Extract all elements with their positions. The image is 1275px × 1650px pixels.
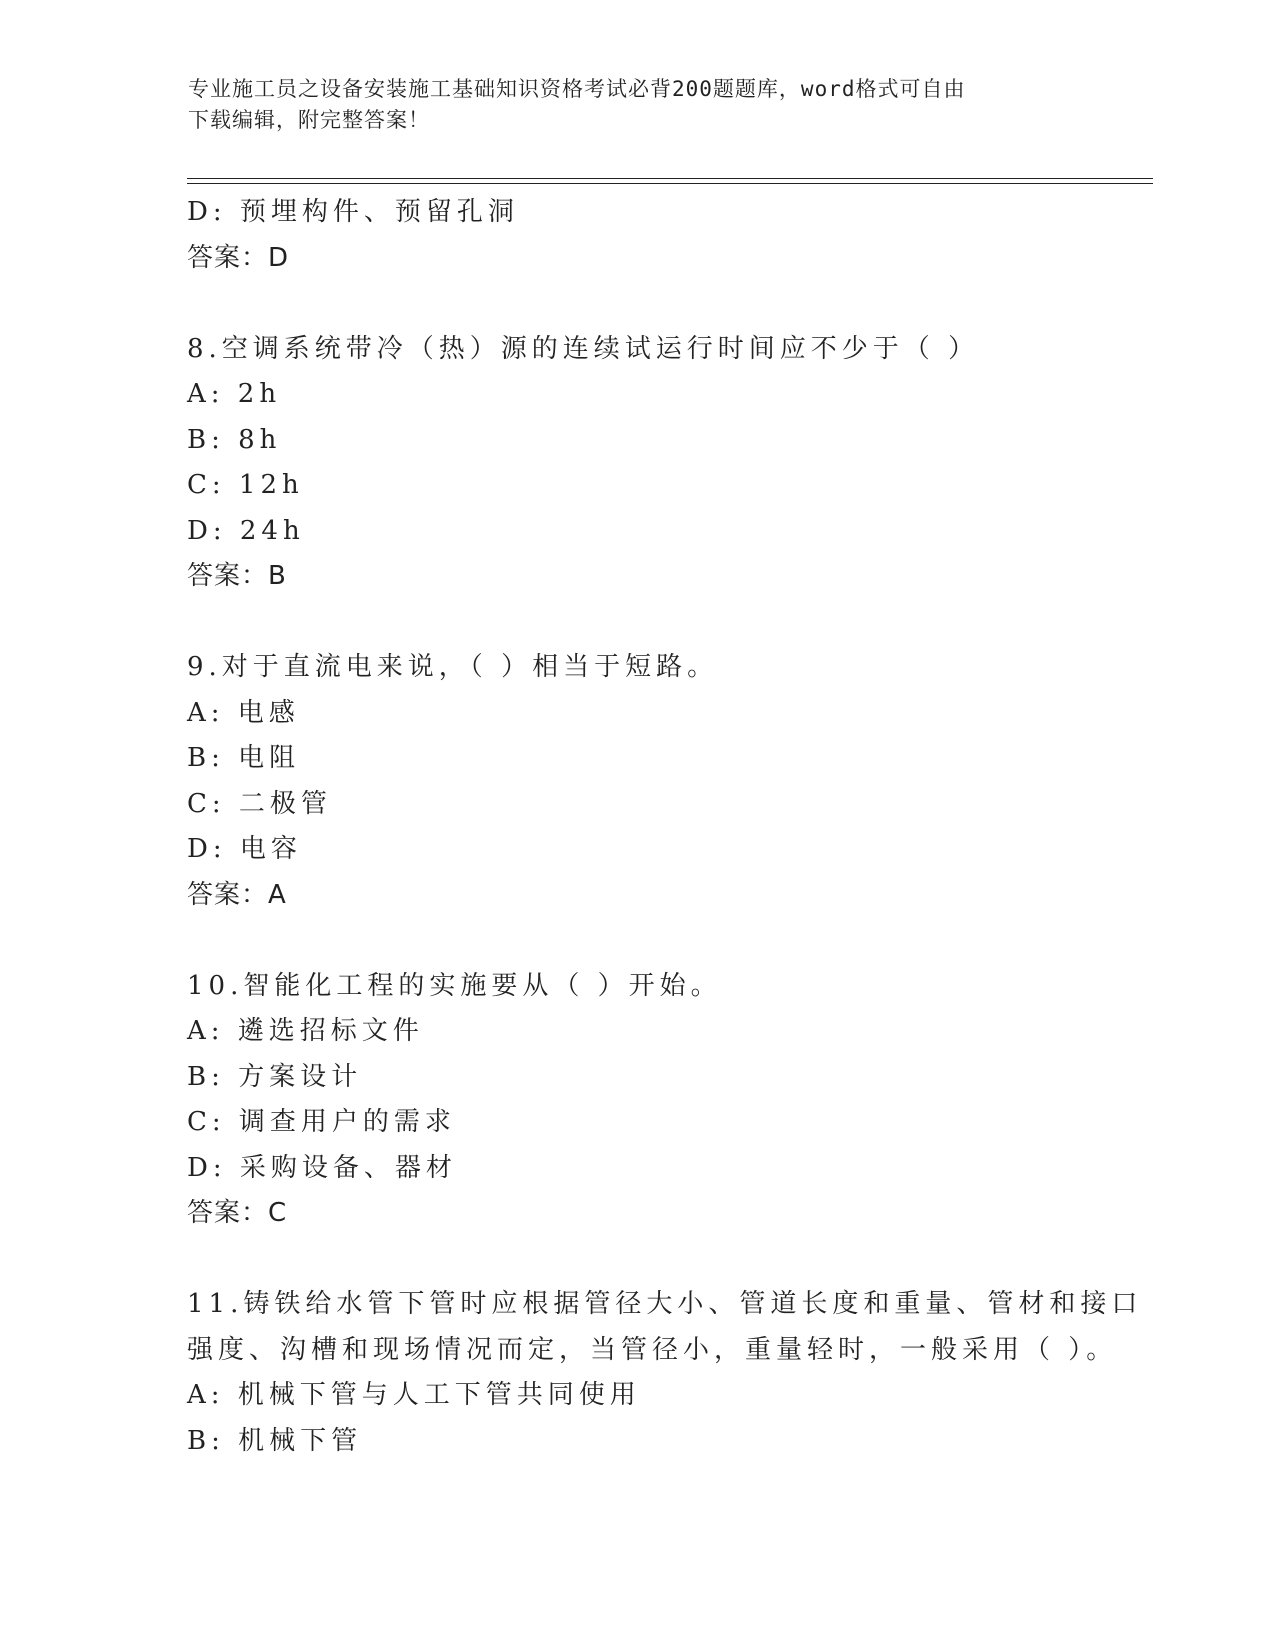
question-block <box>187 1282 1147 1464</box>
option-a: A: 机械下管与人工下管共同使用 <box>187 1380 641 1410</box>
option-a: A: 电感 <box>187 697 300 728</box>
prev-answer: 答案：D <box>187 242 290 273</box>
option-c: C: 二极管 <box>187 788 332 819</box>
document-header <box>188 74 1068 136</box>
header-divider-bottom <box>187 183 1153 184</box>
question-stem-line-1: 11.铸铁给水管下管时应根据管径大小、管道长度和重量、管材和接口 <box>187 1289 1143 1319</box>
option-b: B: 机械下管 <box>187 1425 363 1456</box>
spacer <box>187 918 1147 964</box>
prev-option-d: D: 预埋构件、预留孔洞 <box>187 197 519 227</box>
question-stem: 9.对于直流电来说，（ ）相当于短路。 <box>187 652 719 682</box>
option-b: B: 8h <box>187 424 282 455</box>
answer: 答案：C <box>187 1198 288 1228</box>
question-block <box>187 327 1147 600</box>
question-stem-line-2: 强度、沟槽和现场情况而定，当管径小，重量轻时，一般采用（ ）。 <box>187 1334 1118 1365</box>
option-c: C: 调查用户的需求 <box>187 1107 456 1137</box>
header-divider-top <box>187 178 1153 179</box>
answer: 答案：B <box>187 561 287 591</box>
option-b: B: 电阻 <box>187 743 301 773</box>
spacer <box>187 281 1147 327</box>
spacer <box>187 1237 1147 1283</box>
header-line-1: 专业施工员之设备安装施工基础知识资格考试必背200题题库，word格式可自由 <box>188 77 966 101</box>
header-line-2: 下载编辑，附完整答案！ <box>188 108 430 132</box>
question-block <box>187 645 1147 918</box>
option-d: D: 电容 <box>187 834 302 864</box>
question-list <box>187 190 1147 1464</box>
option-c: C: 12h <box>187 470 304 500</box>
option-d: D: 24h <box>187 515 305 546</box>
question-stem: 8.空调系统带冷（热）源的连续试运行时间应不少于（ ） <box>187 333 980 364</box>
spacer <box>187 600 1147 646</box>
question-stem: 10.智能化工程的实施要从（ ）开始。 <box>187 970 722 1001</box>
option-a: A: 2h <box>187 379 282 409</box>
question-block <box>187 964 1147 1237</box>
option-d: D: 采购设备、器材 <box>187 1152 457 1183</box>
option-b: B: 方案设计 <box>187 1061 363 1092</box>
answer: 答案：A <box>187 879 287 910</box>
option-a: A: 遴选招标文件 <box>187 1016 424 1046</box>
